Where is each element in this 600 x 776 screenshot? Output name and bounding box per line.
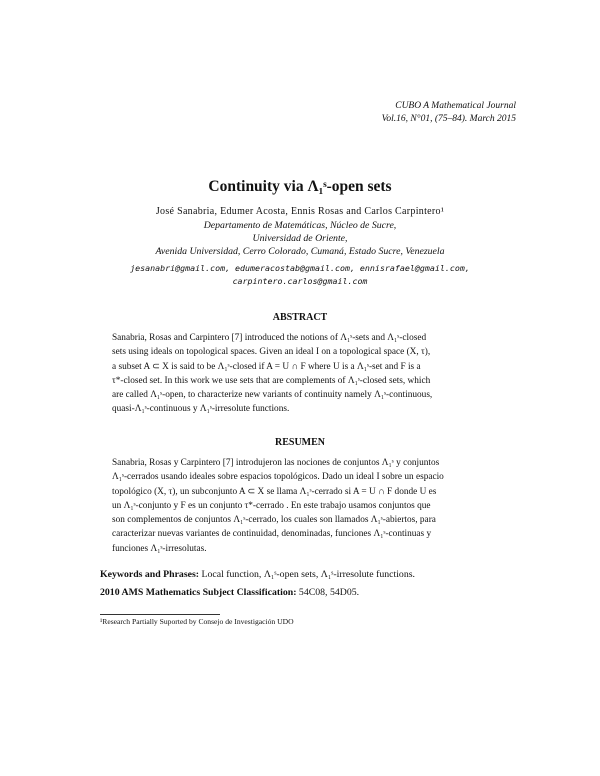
abstract-body	[112, 331, 490, 417]
footnote-divider	[100, 614, 220, 615]
keywords-label: Keywords and Phrases:	[100, 569, 200, 580]
affiliation-line: Universidad de Oriente,	[252, 232, 348, 244]
paper-title: Continuity via Λ₁ˢ-open sets	[208, 178, 392, 195]
abstract-line: Sanabria, Rosas and Carpintero [7] introduced the notions of Λ₁ˢ-sets and Λ₁ˢ-closed	[112, 333, 427, 343]
abstract-line: are called Λ₁ˢ-open, to characterize new variants of continuity namely Λ₁ˢ-continuous,	[112, 390, 433, 401]
resumen-line: Λ₁ˢ-cerrados usando ideales sobre espacios topológicos. Dado un ideal I sobre un espacio	[112, 472, 444, 483]
author-list: José Sanabria, Edumer Acosta, Ennis Rosas and Carlos Carpintero¹	[155, 206, 445, 217]
msc-line	[100, 587, 510, 598]
resumen-body	[112, 456, 490, 556]
resumen-line: son complementos de conjuntos Λ₁ˢ-cerrado, los cuales son llamados Λ₁ˢ-abiertos, para	[112, 515, 436, 526]
abstract-line: a subset A ⊂ X is said to be Λ₁ˢ-closed if A = U ∩ F where U is a Λ₁ˢ-set and F is a	[112, 361, 421, 372]
keywords-line	[100, 569, 510, 580]
resumen-heading: RESUMEN	[274, 437, 325, 448]
resumen-line: un Λ₁ˢ-conjunto y F es un conjunto τ*-cerrado . En este trabajo usamos conjuntos que	[112, 500, 431, 511]
msc-text: 54C08, 54D05.	[298, 587, 360, 598]
journal-name: CUBO A Mathematical Journal	[395, 101, 516, 111]
affiliation	[0, 220, 600, 258]
journal-volume: Vol.16, N°01, (75–84). March 2015	[381, 113, 516, 124]
footnote: ¹Research Partially Suported by Consejo de Investigación UDO	[100, 617, 294, 626]
email-line: jesanabri@gmail.com, edumeracostab@gmail.com, ennisrafael@gmail.com,	[130, 263, 470, 273]
affiliation-line: Departamento de Matemáticas, Núcleo de Sucre,	[203, 220, 397, 231]
email-line: carpintero.carlos@gmail.com	[232, 276, 368, 287]
abstract-line: τ*-closed set. In this work we use sets that are complements of Λ₁ˢ-closed sets, which	[112, 375, 431, 386]
abstract-line: quasi-Λ₁ˢ-continuous y Λ₁ˢ-irresolute functions.	[112, 404, 290, 415]
msc-label: 2010 AMS Mathematics Subject Classification:	[100, 587, 297, 598]
abstract-line: sets using ideals on topological spaces. Given an ideal I on a topological space (X, τ),	[112, 347, 431, 358]
resumen-line: funciones Λ₁ˢ-irresolutas.	[112, 543, 207, 554]
resumen-line: topológico (X, τ), un subconjunto A ⊂ X se llama Λ₁ˢ-cerrado si A = U ∩ F donde U es	[112, 486, 437, 497]
running-head	[382, 100, 516, 125]
affiliation-line: Avenida Universidad, Cerro Colorado, Cumaná, Estado Sucre, Venezuela	[155, 245, 445, 257]
resumen-line: caracterizar nuevas variantes de continuidad, denominadas, funciones Λ₁ˢ-continuas y	[112, 529, 432, 540]
keywords-text: Local function, Λ₁ˢ-open sets, Λ₁ˢ-irresolute functions.	[201, 569, 415, 580]
author-emails	[0, 262, 600, 288]
abstract-heading: ABSTRACT	[272, 312, 328, 323]
resumen-line: Sanabria, Rosas y Carpintero [7] introdujeron las nociones de conjuntos Λ₁ˢ y conjuntos	[112, 458, 440, 468]
